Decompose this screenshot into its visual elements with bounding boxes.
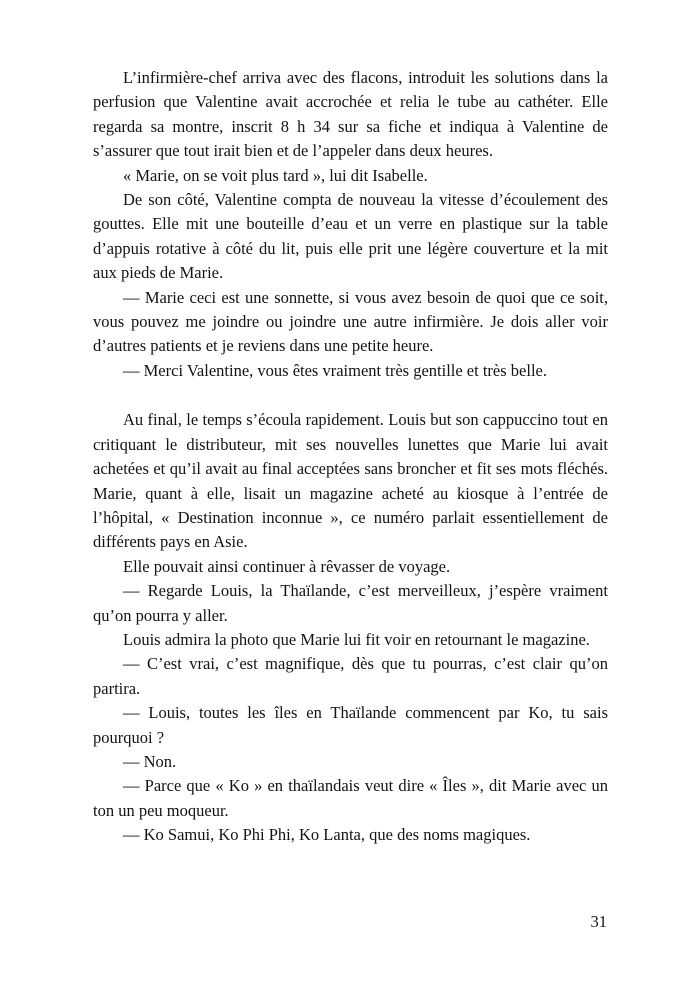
paragraph: Elle pouvait ainsi continuer à rêvasser de voyage. <box>123 556 451 576</box>
paragraph-dialogue: — Marie ceci est une sonnette, si vous avez besoin de quoi que ce soit, vous pouvez me joindre ou joindre une autre infirmière. Je dois aller voir d’autres patients et je reviens dans une petite heure. <box>93 287 608 356</box>
paragraph: Au final, le temps s’écoula rapidement. Louis but son cappuccino tout en critiquant le distributeur, mit ses nouvelles lunettes que Marie lui avait achetées et qu’il avait au final acceptées sans broncher et fit ses mots fléchés. Marie, quant à elle, lisait un magazine acheté au kiosque à l’entrée de l’hôpital, « Destination inconnue », ce numéro parlait essentiellement de différents pays en Asie. <box>93 410 608 552</box>
paragraph: « Marie, on se voit plus tard », lui dit Isabelle. <box>123 165 428 185</box>
paragraph-dialogue: — Merci Valentine, vous êtes vraiment très gentille et très belle. <box>123 360 547 380</box>
paragraph: L’infirmière-chef arriva avec des flacons, introduit les solutions dans la perfusion que Valentine avait accrochée et relia le tube au cathéter. Elle regarda sa montre, inscrit 8 h 34 sur sa fiche et indiqua à Valentine de s’assurer que tout irait bien et de l’appeler dans deux heures. <box>93 68 608 161</box>
paragraph-dialogue: — Regarde Louis, la Thaïlande, c’est merveilleux, j’espère vraiment qu’on pourra y aller. <box>93 581 608 625</box>
body-text <box>93 66 608 848</box>
paragraph-dialogue: — C’est vrai, c’est magnifique, dès que tu pourras, c’est clair qu’on partira. <box>93 654 608 698</box>
paragraph-dialogue: — Parce que « Ko » en thaïlandais veut dire « Îles », dit Marie avec un ton un peu moqueur. <box>93 776 608 820</box>
paragraph-dialogue: — Non. <box>123 751 177 771</box>
page-number: 31 <box>590 912 607 931</box>
paragraph-dialogue: — Ko Samui, Ko Phi Phi, Ko Lanta, que des noms magiques. <box>123 825 531 845</box>
paragraph: Louis admira la photo que Marie lui fit voir en retournant le magazine. <box>123 629 590 649</box>
paragraph-dialogue: — Louis, toutes les îles en Thaïlande commencent par Ko, tu sais pourquoi ? <box>93 703 608 747</box>
paragraph: De son côté, Valentine compta de nouveau la vitesse d’écoulement des gouttes. Elle mit une bouteille d’eau et un verre en plastique sur la table d’appuis rotative à côté du lit, puis elle prit une légère couverture et la mit aux pieds de Marie. <box>93 190 608 283</box>
